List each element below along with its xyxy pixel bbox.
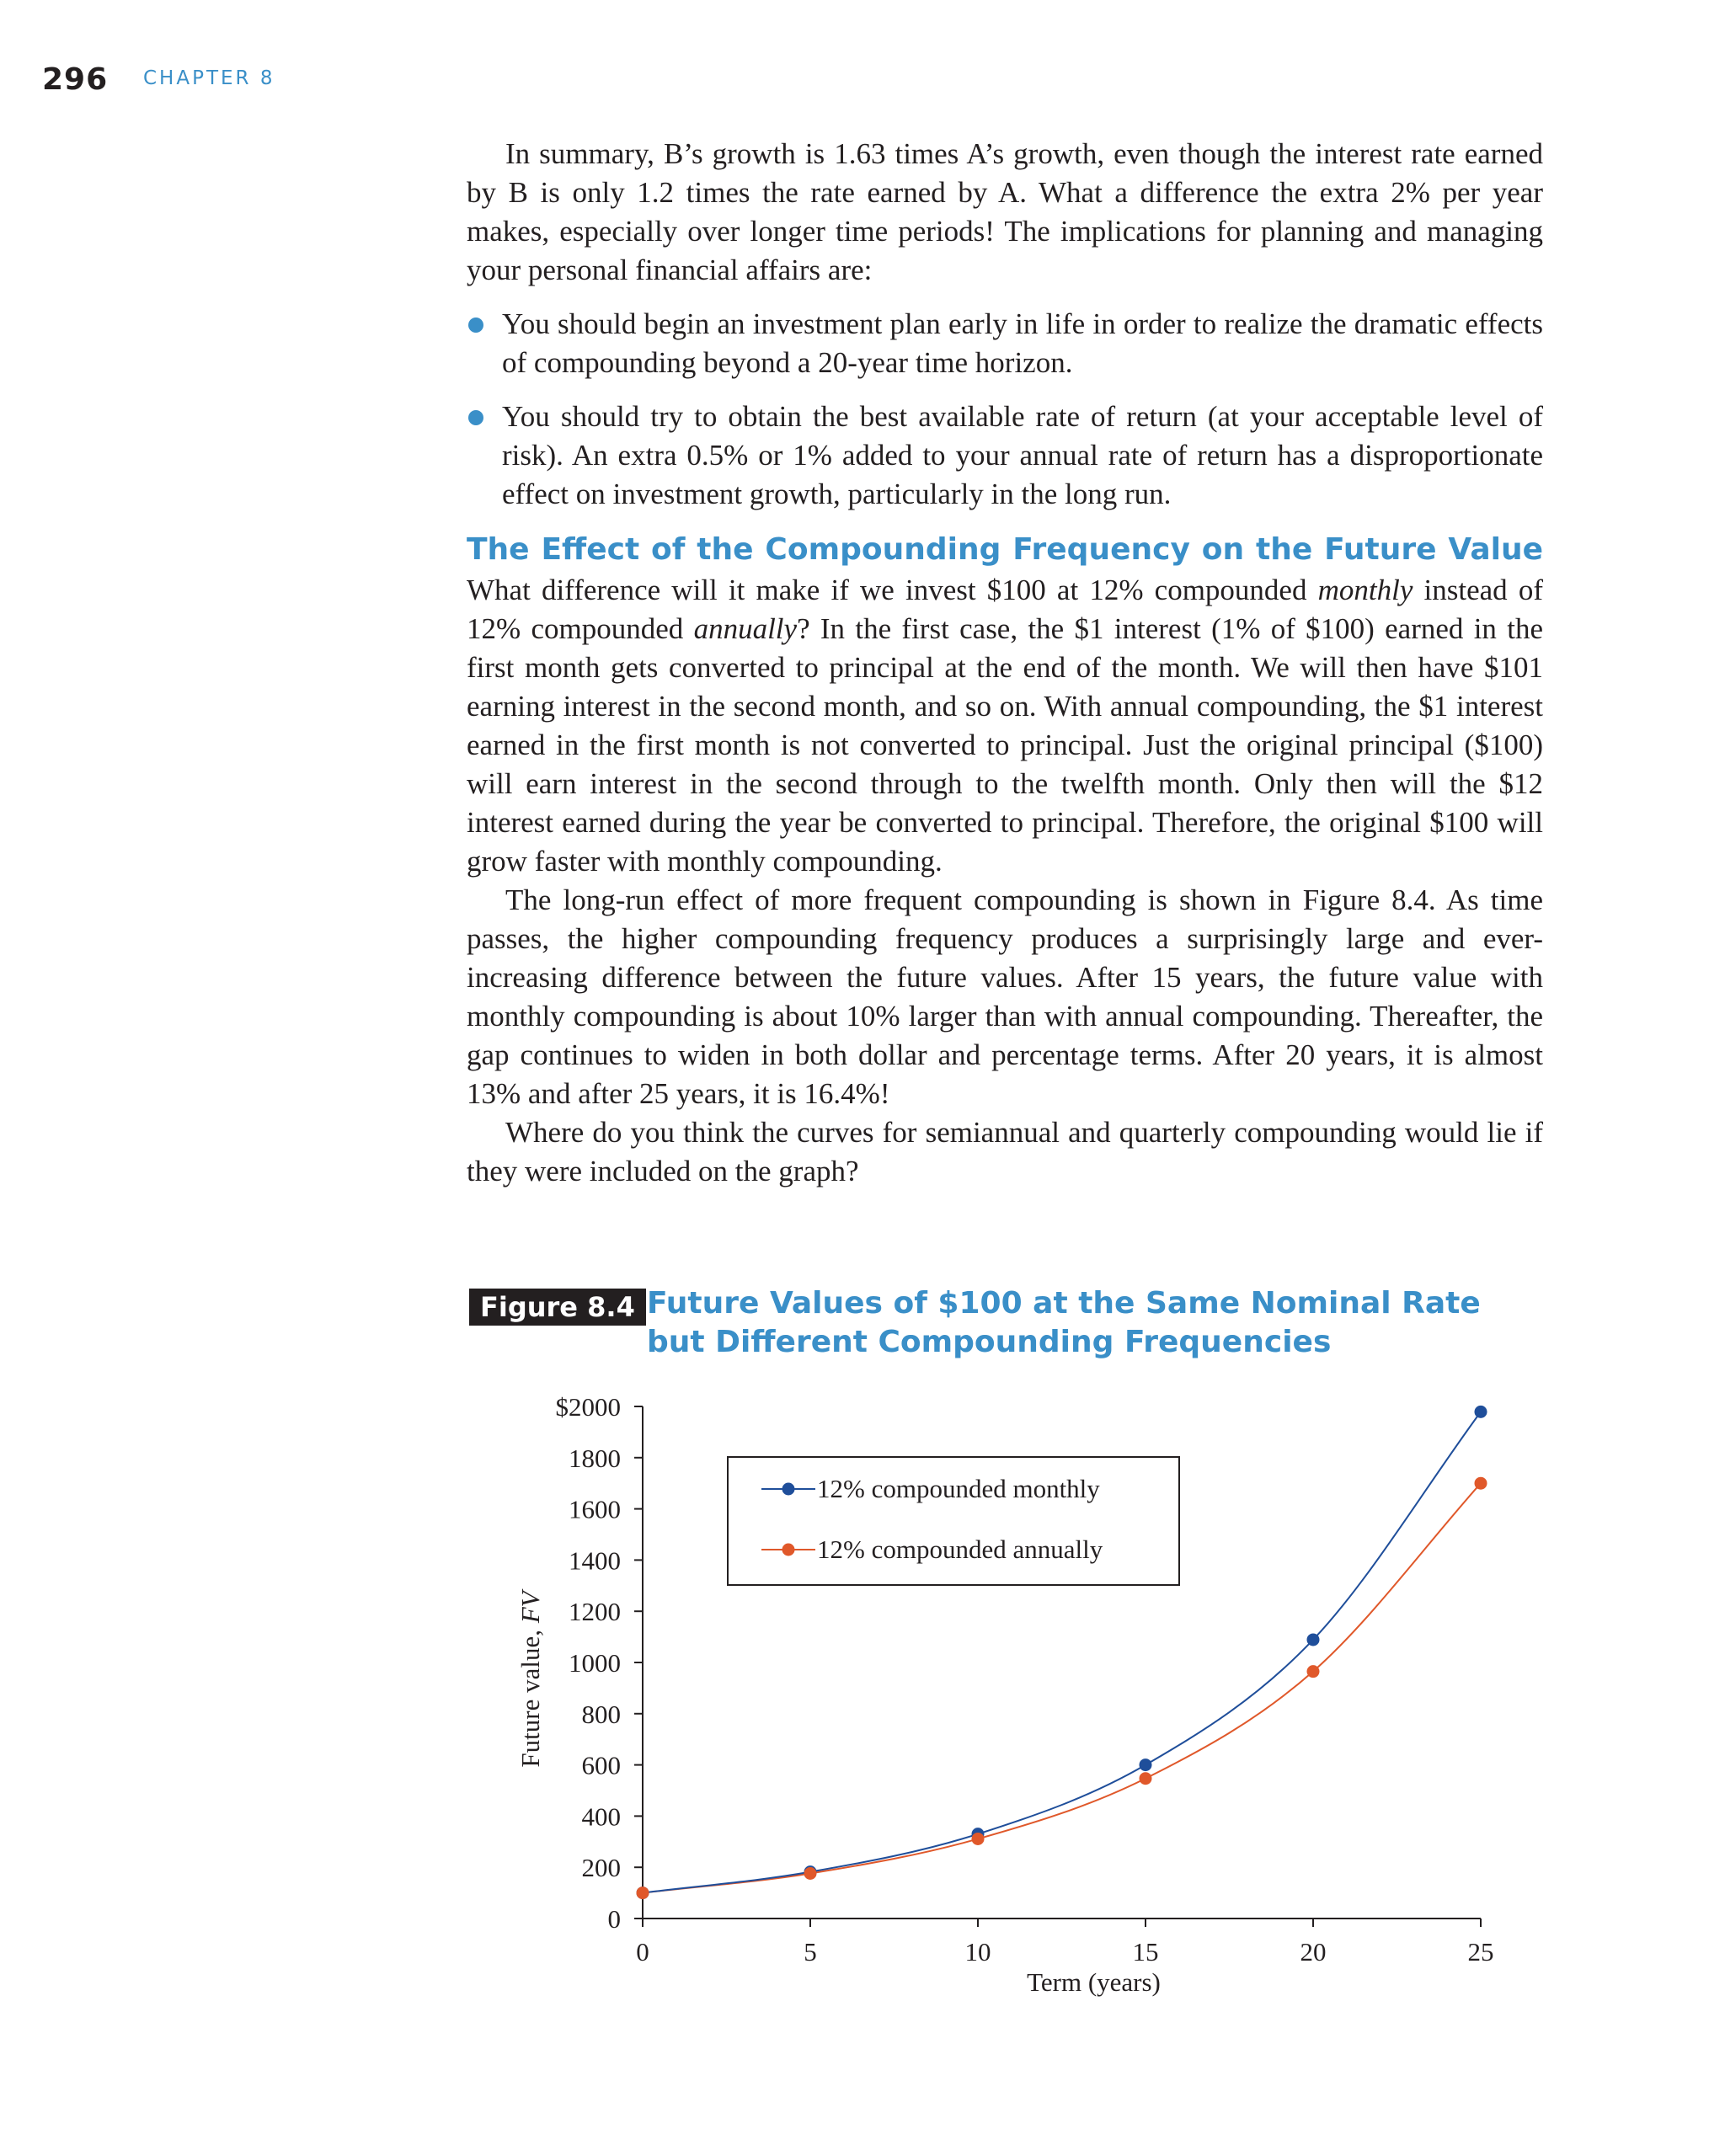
paragraph-text: ? In the first case, the $1 interest (1% of $100) earned in the first month gets converted to principal at the end of the month. We will then have $101 earning interest in the second month, and so on. With annual compounding, the $1 interest earned in the first month is not converted to principal. Just the original principal ($100) will earn interest in the second through to the twelfth month. Only then will the $12 interest earned during the year be converted to principal. Therefore, the original $100 will grow faster with monthly compounding. xyxy=(467,612,1543,878)
x-tick-label: 20 xyxy=(1300,1937,1327,1967)
data-point-annually xyxy=(637,1886,649,1899)
bullet-text: You should try to obtain the best available rate of return (at your acceptable level of risk). An extra 0.5% or 1% added to your annual rate of return has a disproportionate effect on investment growth, particularly in the long run. xyxy=(502,400,1543,510)
chapter-label: CHAPTER 8 xyxy=(143,67,275,89)
legend-label-annually: 12% compounded annually xyxy=(817,1534,1103,1564)
legend-label-monthly: 12% compounded monthly xyxy=(817,1474,1100,1503)
x-tick-label: 10 xyxy=(964,1937,991,1967)
data-point-monthly xyxy=(1140,1758,1152,1771)
y-tick-label: 1600 xyxy=(569,1494,621,1524)
y-tick-label: $2000 xyxy=(555,1392,621,1422)
figure-label: Figure 8.4 xyxy=(469,1289,646,1326)
paragraph-text: What difference will it make if we invest $100 at 12% compounded xyxy=(467,574,1318,606)
paragraph-question: Where do you think the curves for semiannual and quarterly compounding would lie if they were included on the graph? xyxy=(467,1116,1543,1187)
emphasis-monthly: monthly xyxy=(1317,574,1413,606)
data-point-monthly xyxy=(1475,1406,1487,1418)
page-number: 296 xyxy=(42,62,109,97)
y-tick-label: 800 xyxy=(581,1699,621,1729)
legend-marker-monthly xyxy=(782,1483,795,1496)
y-tick-label: 1800 xyxy=(569,1443,621,1473)
y-tick-label: 1400 xyxy=(569,1545,621,1576)
data-point-annually xyxy=(804,1867,817,1880)
y-tick-label: 0 xyxy=(607,1904,621,1934)
section-heading: The Effect of the Compounding Frequency on the Future Value xyxy=(467,532,1543,567)
y-tick-label: 1000 xyxy=(569,1648,621,1678)
paragraph-summary: In summary, B’s growth is 1.63 times A’s growth, even though the interest rate earned by B is only 1.2 times the rate earned by A. What a difference the extra 2% per year makes, especially over longer time periods! The implications for planning and managing your personal financial affairs are: xyxy=(467,137,1543,286)
x-tick-label: 5 xyxy=(804,1937,817,1967)
y-tick-label: 600 xyxy=(581,1750,621,1780)
paragraph-text: instead of 12% compounded xyxy=(467,574,1543,645)
y-axis-label: Future value, FV xyxy=(515,1591,545,1768)
x-axis-label: Term (years) xyxy=(1027,1967,1161,1997)
data-point-annually xyxy=(1140,1772,1152,1785)
y-tick-label: 1200 xyxy=(569,1597,621,1627)
paragraph-long-run: The long-run effect of more frequent compounding is shown in Figure 8.4. As time passes, the higher compounding frequency produces a surprisingly large and ever-increasing difference between the future values. After 15 years, the future value with monthly compounding is about 10% larger than with annual compounding. Thereafter, the gap continues to widen in both dollar and percentage terms. After 20 years, it is almost 13% and after 25 years, it is 16.4%! xyxy=(467,883,1543,1110)
bullet-text: You should begin an investment plan early in life in order to realize the dramatic effects of compounding beyond a 20-year time horizon. xyxy=(502,307,1543,379)
legend-marker-annually xyxy=(782,1544,795,1556)
x-tick-label: 0 xyxy=(636,1937,649,1967)
data-point-annually xyxy=(1307,1665,1320,1678)
figure-title: Future Values of $100 at the Same Nominal Rate but Different Compounding Frequencies xyxy=(647,1286,1481,1359)
data-point-annually xyxy=(972,1833,985,1845)
y-tick-label: 400 xyxy=(581,1801,621,1832)
y-tick-label: 200 xyxy=(581,1853,621,1883)
data-point-monthly xyxy=(1307,1633,1320,1646)
emphasis-annually: annually xyxy=(693,612,798,645)
x-tick-label: 15 xyxy=(1132,1937,1159,1967)
x-tick-label: 25 xyxy=(1467,1937,1494,1967)
data-point-annually xyxy=(1475,1477,1487,1490)
